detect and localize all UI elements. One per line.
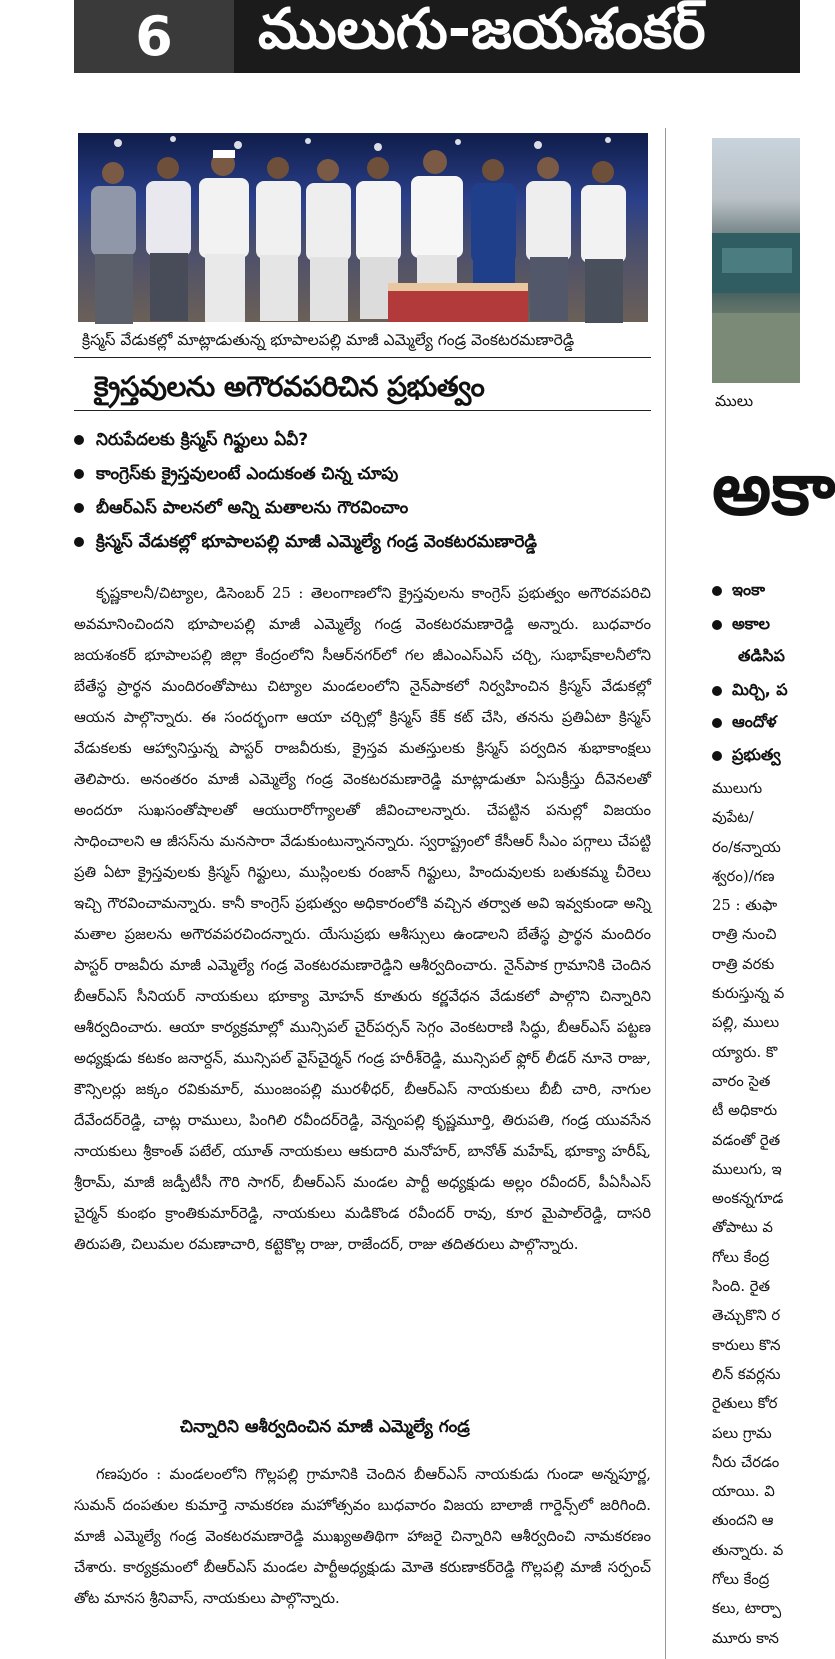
side-article-line: రాత్రి వరకు xyxy=(712,955,775,973)
bullet-item: క్రిస్మస్ వేడుకల్లో భూపాలపల్లి మాజీ ఎమ్మెల్యే గండ్ర వెంకటరమణారెడ్డి xyxy=(74,532,537,556)
photo-caption: క్రిస్మస్ వేడుకల్లో మాట్లాడుతున్న భూపాలపల్లి మాజీ ఎమ్మెల్యే గండ్ర వెంకటరమణారెడ్డి xyxy=(82,331,575,349)
side-article-line: పలు గ్రామ xyxy=(712,1424,772,1442)
bullet-dot-icon xyxy=(74,537,84,547)
side-article-line: తెచ్చుకొని ర xyxy=(712,1307,781,1325)
side-bullet-item: అకాల xyxy=(712,614,770,637)
bullet-dot-icon xyxy=(712,686,722,696)
side-bullet-continuation: తడిసిప xyxy=(738,646,785,665)
headline-divider xyxy=(74,410,651,411)
bullet-item: బీఆర్ఎస్ పాలనలో అన్ని మతాలను గౌరవించాం xyxy=(74,498,408,522)
bullet-item: కాంగ్రెస్‌కు క్రైస్తవులంటే ఎందుకంత చిన్న చూపు xyxy=(74,464,398,488)
bullet-dot-icon xyxy=(712,586,722,596)
page-number: 6 xyxy=(74,0,234,73)
column-divider xyxy=(665,128,666,1659)
side-article-line: శ్వరం)/గణ xyxy=(712,867,775,885)
side-photo-caption: ములు xyxy=(715,392,754,410)
bullet-dot-icon xyxy=(712,718,722,728)
side-article-line: కారులు కొన xyxy=(712,1336,781,1354)
side-article-line: తున్నారు. వ xyxy=(712,1541,784,1559)
side-article-line: వుపేట/ xyxy=(712,809,754,827)
side-article-line: తోపాటు వ xyxy=(712,1219,773,1237)
news-photo-illustration xyxy=(78,133,648,322)
side-article-line: లిన్ కవర్లను xyxy=(712,1365,781,1383)
side-article-line: తుందని ఆ xyxy=(712,1512,774,1530)
side-article-line: నీరు చేరడం xyxy=(712,1453,780,1471)
side-article-line: టీ అధికారు xyxy=(712,1102,778,1120)
side-article-line: పల్లి, ములు xyxy=(712,1014,780,1032)
side-photo-illustration xyxy=(712,138,800,382)
side-article-line: యాయి. వి xyxy=(712,1483,775,1501)
side-photo xyxy=(712,138,800,382)
news-photo xyxy=(78,133,648,322)
article-body: కృష్ణకాలనీ/చిట్యాల, డిసెంబర్ 25 : తెలంగాణలోని క్రైస్తవులను కాంగ్రెస్ ప్రభుత్వం అగౌరవపరిచి అవమానించిందని భూపాలపల్లి మాజీ ఎమ్మెల్యే గండ్ర వెంకటరమణారెడ్డి అన్నారు. బుధవారం జయశంకర్ భూపాలపల్లి జిల్లా కేంద్రంలోని సీఆర్‌నగర్‌లో గల జీఎంఎస్ఎస్ చర్చి, సుభాష్‌కాలనీలోని బేతేస్థ ప్రార్థన మందిరంతోపాటు చిట్యాల మండలంలోని నైన్‌పాకలో నిర్వహించిన క్రిస్మస్ వేడుకల్లో ఆయన పాల్గొన్నారు. ఈ సందర్భంగా ఆయా చర్చిల్లో క్రిస్మస్ కేక్ కట్ చేసి, తనను ప్రతిఏటా క్రిస్మస్ వేడుకలకు ఆహ్వానిస్తున్న పాస్టర్ రాజవీరుకు, క్రైస్తవ మతస్తులకు క్రిస్మస్ పర్వదిన శుభాకాంక్షలు తెలిపారు. అనంతరం మాజీ ఎమ్మెల్యే గండ్ర వెంకటరమణారెడ్డి మాట్లాడుతూ ఏసుక్రీస్తు దీవెనలతో అందరూ సుఖసంతోషాలతో ఆయురారోగ్యాలతో జీవించాలన్నారు. చేపట్టిన పనుల్లో విజయం సాధించాలని ఆ జీసస్‌ను మనసారా వేడుకుంటున్నానన్నారు. స్వరాష్ట్రంలో కేసీఆర్ సీఎం పగ్గాలు చేపట్టి ప్రతి ఏటా క్రైస్తవులకు క్రిస్మస్ గిఫ్టులు, ముస్లింలకు రంజాన్ గిఫ్టులు, హిందువులకు బతుకమ్మ చీరెలు ఇచ్చి గౌరవించామన్నారు. కానీ కాంగ్రెస్ ప్రభుత్వం అధికారంలోకి వచ్చిన తర్వాత అవి ఇవ్వకుండా అన్ని మతాల ప్రజలను అగౌరవపరచిందన్నారు. యేసుప్రభు ఆశీస్సులు ఉండాలని బేతేస్థ ప్రార్థన మందిరం పాస్టర్ రాజవీరు మాజీ ఎమ్మెల్యే గండ్ర వెంకటరమణారెడ్డిని ఆశీర్వదించారు. నైన్‌పాక గ్రామానికి చెందిన బీఆర్ఎస్ సీనియర్ నాయకులు భూక్యా మోహన్ కూతురు కర్ణవేధన వేడుకలో పాల్గొని చిన్నారిని ఆశీర్వదించారు. ఆయా కార్యక్రమాల్లో మున్సిపల్ చైర్‌పర్సన్ సెగ్గం వెంకటరాణి సిద్ధు, బీఆర్ఎస్ పట్టణ అధ్యక్షుడు కటకం జనార్దన్, మున్సిపల్ వైస్‌చైర్మన్ గండ్ర హరీశ్‌రెడ్డి, మున్సిపల్ ఫ్లోర్ లీడర్ నూనె రాజు, కౌన్సిలర్లు జక్కం రవికుమార్, ముంజంపల్లి మురళీధర్, బీఆర్ఎస్ నాయకులు బీబీ చారి, నాగుల దేవేందర్‌రెడ్డి, చాట్ల రాములు, పింగిలి రవీందర్‌రెడ్డి, వెన్నంపల్లి కృష్ణమూర్తి, తిరుపతి, గండ్ర యువసేన నాయకులు శ్రీకాంత్ పటేల్, యూత్ నాయకులు ఆకుదారి మనోహర్, బానోత్ మహేష్, భూక్యా హరీష్, శ్రీరామ్, మాజీ జడ్పీటీసీ గౌరి సాగర్, బీఆర్ఎస్ మండల పార్టీ అధ్యక్షుడు అల్లం రవీందర్, పీఏసీఎస్ చైర్మన్ కుంభం క్రాంతికుమార్‌రెడ్డి, నాయకులు మడికొండ రవీందర్ రావు, కూర మైపాల్‌రెడ్డి, దాసరి తిరుపతి, చిలుమల రమణాచారి, కట్టెకొల్ల రాజు, రాజేందర్, రాజు తదితరులు పాల్గొన్నారు. xyxy=(74,585,651,1253)
side-article-line: కలు, టార్పా xyxy=(712,1600,782,1618)
bullet-dot-icon xyxy=(74,469,84,479)
side-bullet-item: మిర్చి, ప xyxy=(712,680,788,703)
side-article-line: గోలు కేంద్ర xyxy=(712,1248,770,1266)
section-title: ములుగు-జయశంకర్ xyxy=(258,0,706,62)
article-body-2: గణపురం : మండలంలోని గొల్లపల్లి గ్రామానికి చెందిన బీఆర్ఎస్ నాయకుడు గుండా అన్నపూర్ణ, సుమన్ దంపతుల కుమార్తె నామకరణ మహోత్సవం బుధవారం విజయ బాలాజీ గార్డెన్స్‌లో జరిగింది. మాజీ ఎమ్మెల్యే గండ్ర వెంకటరమణారెడ్డి ముఖ్యఅతిథిగా హాజరై చిన్నారిని ఆశీర్వదించి నామకరణం చేశారు. కార్యక్రమంలో బీఆర్ఎస్ మండల పార్టీఅధ్యక్షుడు మోతె కరుణాకర్‌రెడ్డి గొల్లపల్లి మాజీ సర్పంచ్ తోట మానస శ్రీనివాస్, నాయకులు పాల్గొన్నారు. xyxy=(74,1466,651,1607)
side-article-line: ములుగు xyxy=(712,780,763,797)
side-article-line: వారం సైత xyxy=(712,1072,771,1090)
side-headline: అకా xyxy=(712,446,835,532)
bullet-item: నిరుపేదలకు క్రిస్మస్ గిఫ్టులు ఏవీ? xyxy=(74,430,308,454)
side-article-line: రైతులు కోర xyxy=(712,1395,778,1413)
side-article-line: య్యారు. కొ xyxy=(712,1043,778,1061)
bullet-dot-icon xyxy=(74,503,84,513)
bullet-dot-icon xyxy=(712,751,722,761)
side-article-line: వడంతో రైత xyxy=(712,1131,781,1149)
sub-headline: చిన్నారిని ఆశీర్వదించిన మాజీ ఎమ్మెల్యే గండ్ర xyxy=(180,1417,470,1437)
side-article-line: రాత్రి నుంచి xyxy=(712,926,777,944)
side-article-line: మూరు కాన xyxy=(712,1629,779,1647)
side-bullet-item: ప్రభుత్వ xyxy=(712,745,781,768)
side-article-line: అంకన్నగూడ xyxy=(712,1190,784,1208)
side-article-line: రం/కన్నాయ xyxy=(712,838,781,856)
bullet-dot-icon xyxy=(712,620,722,630)
caption-divider xyxy=(74,357,651,358)
side-article-body xyxy=(712,774,800,1653)
side-article-line: 25 : తుఫా xyxy=(712,897,778,915)
headline: క్రైస్తవులను అగౌరవపరిచిన ప్రభుత్వం xyxy=(94,370,485,403)
side-article-line: సింది. రైత xyxy=(712,1278,771,1296)
bullet-dot-icon xyxy=(74,435,84,445)
side-bullet-item: ఆందోళ xyxy=(712,712,777,735)
side-article-line: ములుగు, ఇ xyxy=(712,1160,782,1178)
side-article-line: గోలు కేంద్ర xyxy=(712,1571,770,1589)
side-bullet-item: ఇంకా xyxy=(712,580,765,603)
side-article-line: కురుస్తున్న వ xyxy=(712,985,785,1003)
